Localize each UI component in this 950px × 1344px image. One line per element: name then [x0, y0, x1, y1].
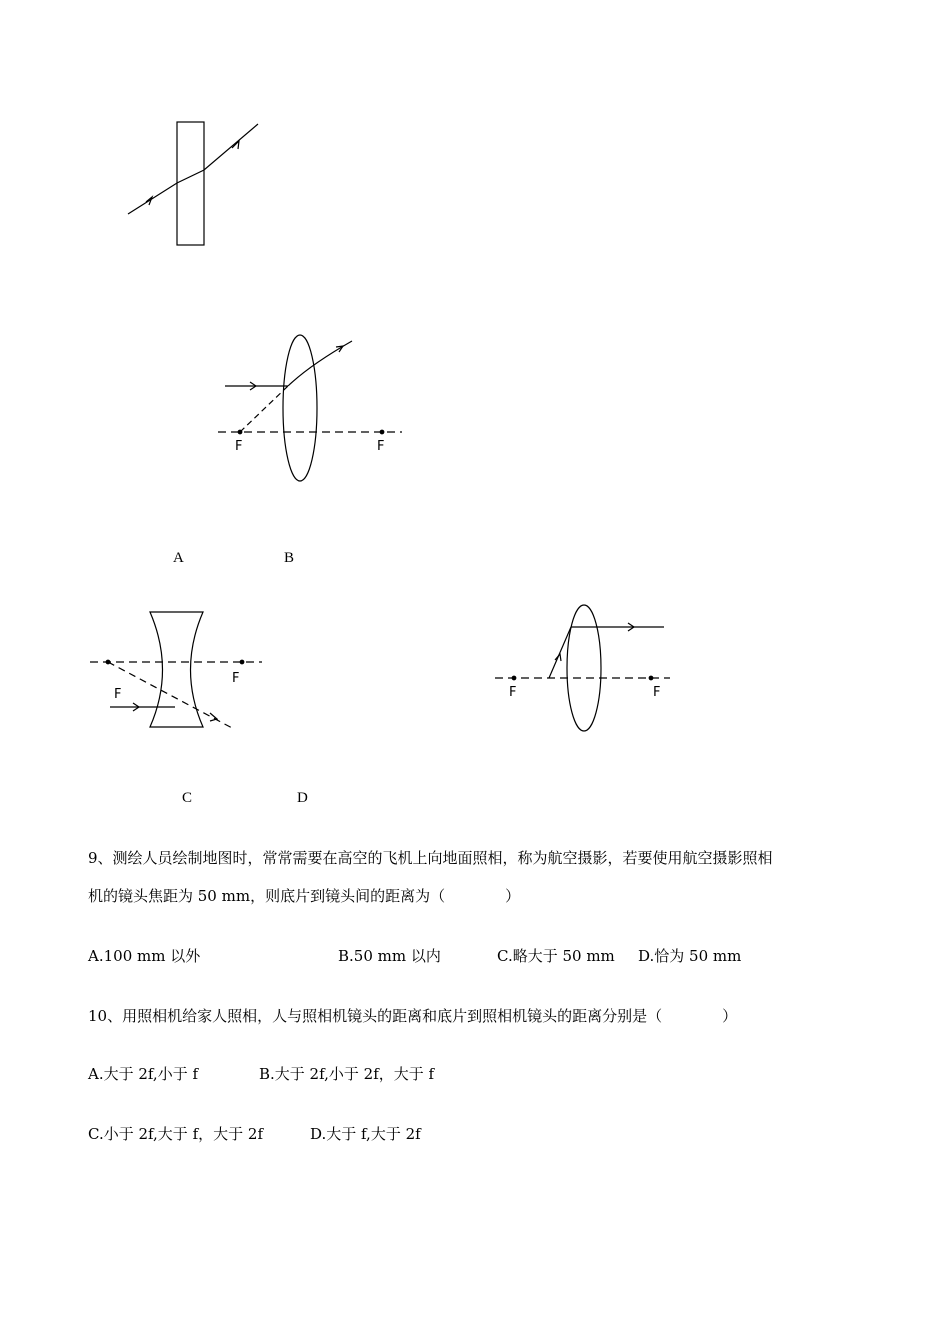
focal-point — [512, 676, 516, 680]
focal-label: F — [377, 439, 385, 454]
question-9-option-d: D.恰为 50 mm — [638, 947, 742, 965]
focal-label: F — [235, 439, 243, 454]
focal-label: F — [232, 671, 240, 686]
figure-b-convex-lens — [218, 335, 402, 481]
concave-lens — [150, 612, 203, 727]
focal-point — [238, 430, 242, 434]
figure-a-glass-slab — [128, 122, 258, 245]
question-9-option-b: B.50 mm 以内 — [338, 947, 441, 965]
focal-point — [106, 660, 110, 664]
convex-lens — [567, 605, 601, 731]
focal-point — [380, 430, 384, 434]
question-9-stem-line1: 9、测绘人员绘制地图时，常常需要在高空的飞机上向地面照相，称为航空摄影，若要使用航空摄影照相 — [88, 849, 773, 867]
figure-label-b: B — [284, 550, 295, 566]
question-9-option-c: C.略大于 50 mm — [497, 947, 615, 965]
arrow-icon — [210, 713, 217, 721]
focal-label: F — [114, 687, 122, 702]
focal-point — [649, 676, 653, 680]
convex-lens — [283, 335, 317, 481]
focal-label: F — [653, 685, 661, 700]
focal-label: F — [509, 685, 517, 700]
extension-line — [240, 386, 288, 432]
question-10-option-a: A.大于 2f,小于 f — [88, 1065, 199, 1083]
question-10-option-d: D.大于 f,大于 2f — [310, 1125, 421, 1143]
figure-label-d: D — [297, 790, 308, 806]
question-9-stem-line2: 机的镜头焦距为 50 mm，则底片到镜头间的距离为（ ） — [88, 887, 521, 905]
figure-label-a: A — [173, 550, 184, 566]
focal-point — [240, 660, 244, 664]
glass-slab — [177, 122, 204, 245]
question-10-option-c: C.小于 2f,大于 f，大于 2f — [88, 1125, 263, 1143]
figure-d-convex-lens — [495, 605, 670, 731]
question-10-stem: 10、用照相机给家人照相，人与照相机镜头的距离和底片到照相机镜头的距离分别是（ ） — [88, 1007, 738, 1025]
figure-label-c: C — [182, 790, 193, 806]
question-9-option-a: A.100 mm 以外 — [88, 947, 201, 965]
question-10-option-b: B.大于 2f,小于 2f，大于 f — [259, 1065, 435, 1083]
